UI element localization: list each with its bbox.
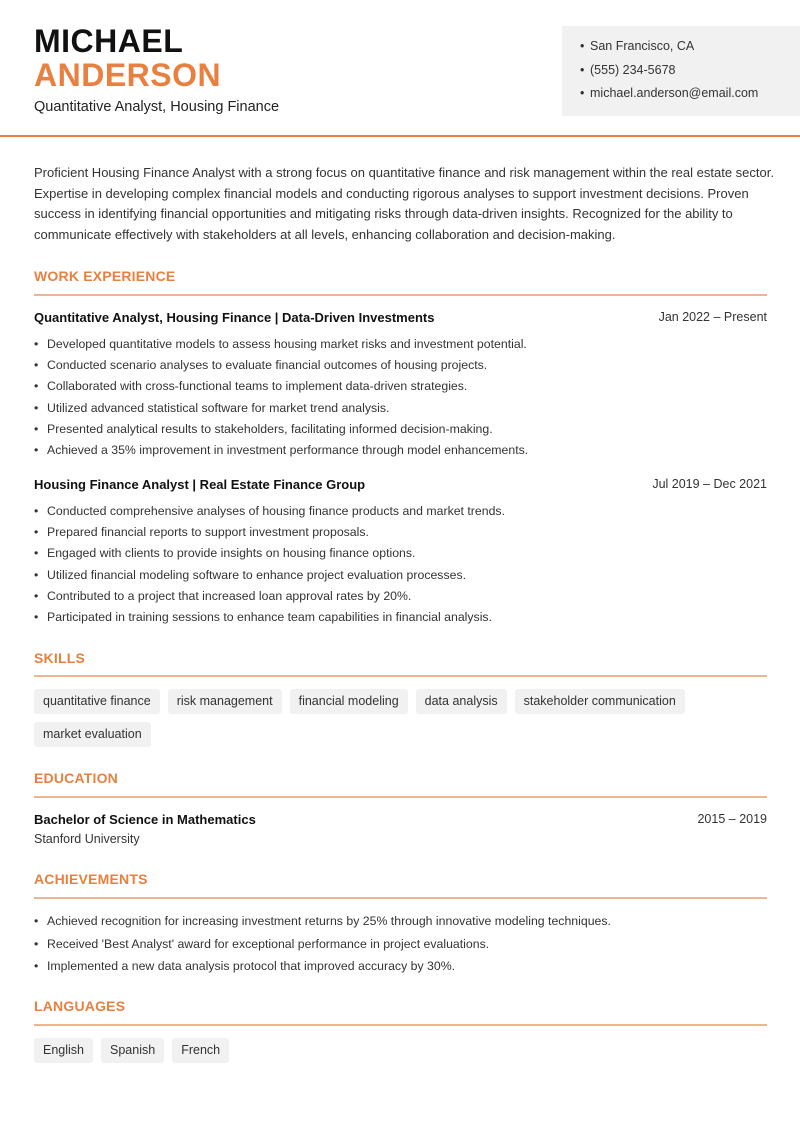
job-title: Quantitative Analyst, Housing Finance xyxy=(34,99,280,115)
section-rule xyxy=(34,1024,767,1026)
list-item: • Received 'Best Analyst' award for exceptional performance in project evaluations. xyxy=(34,935,767,958)
last-name: ANDERSON xyxy=(34,57,222,93)
skill-chip: market evaluation xyxy=(34,722,151,747)
list-item: • Contributed to a project that increased loan approval rates by 20%. xyxy=(34,587,767,608)
contact-email[interactable]: • michael.anderson@email.com xyxy=(580,84,800,108)
list-item: • Achieved recognition for increasing investment returns by 25% through innovative modeling techniques. xyxy=(34,912,767,935)
list-item: • Engaged with clients to provide insights on housing finance options. xyxy=(34,544,767,565)
list-item: • Implemented a new data analysis protocol that improved accuracy by 30%. xyxy=(34,957,767,980)
skill-chip: stakeholder communication xyxy=(515,689,685,714)
job-bullets xyxy=(34,502,767,629)
languages-list xyxy=(34,1038,767,1063)
skills-list xyxy=(34,689,767,747)
resume-header xyxy=(0,0,800,137)
section-title-education: EDUCATION xyxy=(34,770,118,786)
list-item: • Achieved a 35% improvement in investment performance through model enhancements. xyxy=(34,441,767,462)
skill-chip: financial modeling xyxy=(290,689,408,714)
language-chip: French xyxy=(172,1038,229,1063)
job-header xyxy=(34,310,767,325)
first-name: MICHAEL xyxy=(34,23,184,59)
skill-chip: data analysis xyxy=(416,689,507,714)
contact-location: • San Francisco, CA xyxy=(580,37,800,61)
skill-chip: quantitative finance xyxy=(34,689,160,714)
summary-paragraph: Proficient Housing Finance Analyst with a strong focus on quantitative finance and risk management within the real estate sector. Expertise in developing complex financial models and conducting rigorous analyses to support investment decisions. Proven success in identifying financial opportunities and mitigating risks through data-driven insights. Recognized for the ability to communicate effectively with stakeholders at all levels, enhancing collaboration and decision-making. xyxy=(34,165,774,242)
list-item: • Utilized financial modeling software to enhance project evaluation processes. xyxy=(34,566,767,587)
language-chip: English xyxy=(34,1038,93,1063)
contact-box xyxy=(562,26,800,116)
list-item: • Utilized advanced statistical software for market trend analysis. xyxy=(34,399,767,420)
section-rule xyxy=(34,294,767,296)
list-item: • Conducted comprehensive analyses of housing finance products and market trends. xyxy=(34,502,767,523)
section-rule xyxy=(34,796,767,798)
list-item: • Conducted scenario analyses to evaluate financial outcomes of housing projects. xyxy=(34,356,767,377)
contact-phone: • (555) 234-5678 xyxy=(580,61,800,85)
list-item: • Collaborated with cross-functional teams to implement data-driven strategies. xyxy=(34,377,767,398)
list-item: • Prepared financial reports to support investment proposals. xyxy=(34,523,767,544)
education-school: Stanford University xyxy=(34,832,140,846)
education-degree: Bachelor of Science in Mathematics xyxy=(34,812,256,827)
section-title-skills: SKILLS xyxy=(34,650,85,666)
job-header xyxy=(34,477,767,492)
skill-chip: risk management xyxy=(168,689,282,714)
section-title-work: WORK EXPERIENCE xyxy=(34,268,176,284)
list-item: • Developed quantitative models to assess housing market risks and investment potential. xyxy=(34,335,767,356)
list-item: • Presented analytical results to stakeholders, facilitating informed decision-making. xyxy=(34,420,767,441)
job-role: Housing Finance Analyst | Real Estate Finance Group xyxy=(34,477,366,492)
education-dates: 2015 – 2019 xyxy=(697,812,767,826)
job-dates: Jan 2022 – Present xyxy=(658,310,767,324)
achievements-list xyxy=(34,912,767,980)
section-rule xyxy=(34,897,767,899)
job-bullets xyxy=(34,335,767,462)
section-title-languages: LANGUAGES xyxy=(34,998,126,1014)
section-rule xyxy=(34,675,767,677)
language-chip: Spanish xyxy=(101,1038,164,1063)
job-role: Quantitative Analyst, Housing Finance | Data-Driven Investments xyxy=(34,310,435,325)
section-title-achievements: ACHIEVEMENTS xyxy=(34,871,148,887)
job-dates: Jul 2019 – Dec 2021 xyxy=(652,477,767,491)
list-item: • Participated in training sessions to enhance team capabilities in financial analysis. xyxy=(34,608,767,629)
